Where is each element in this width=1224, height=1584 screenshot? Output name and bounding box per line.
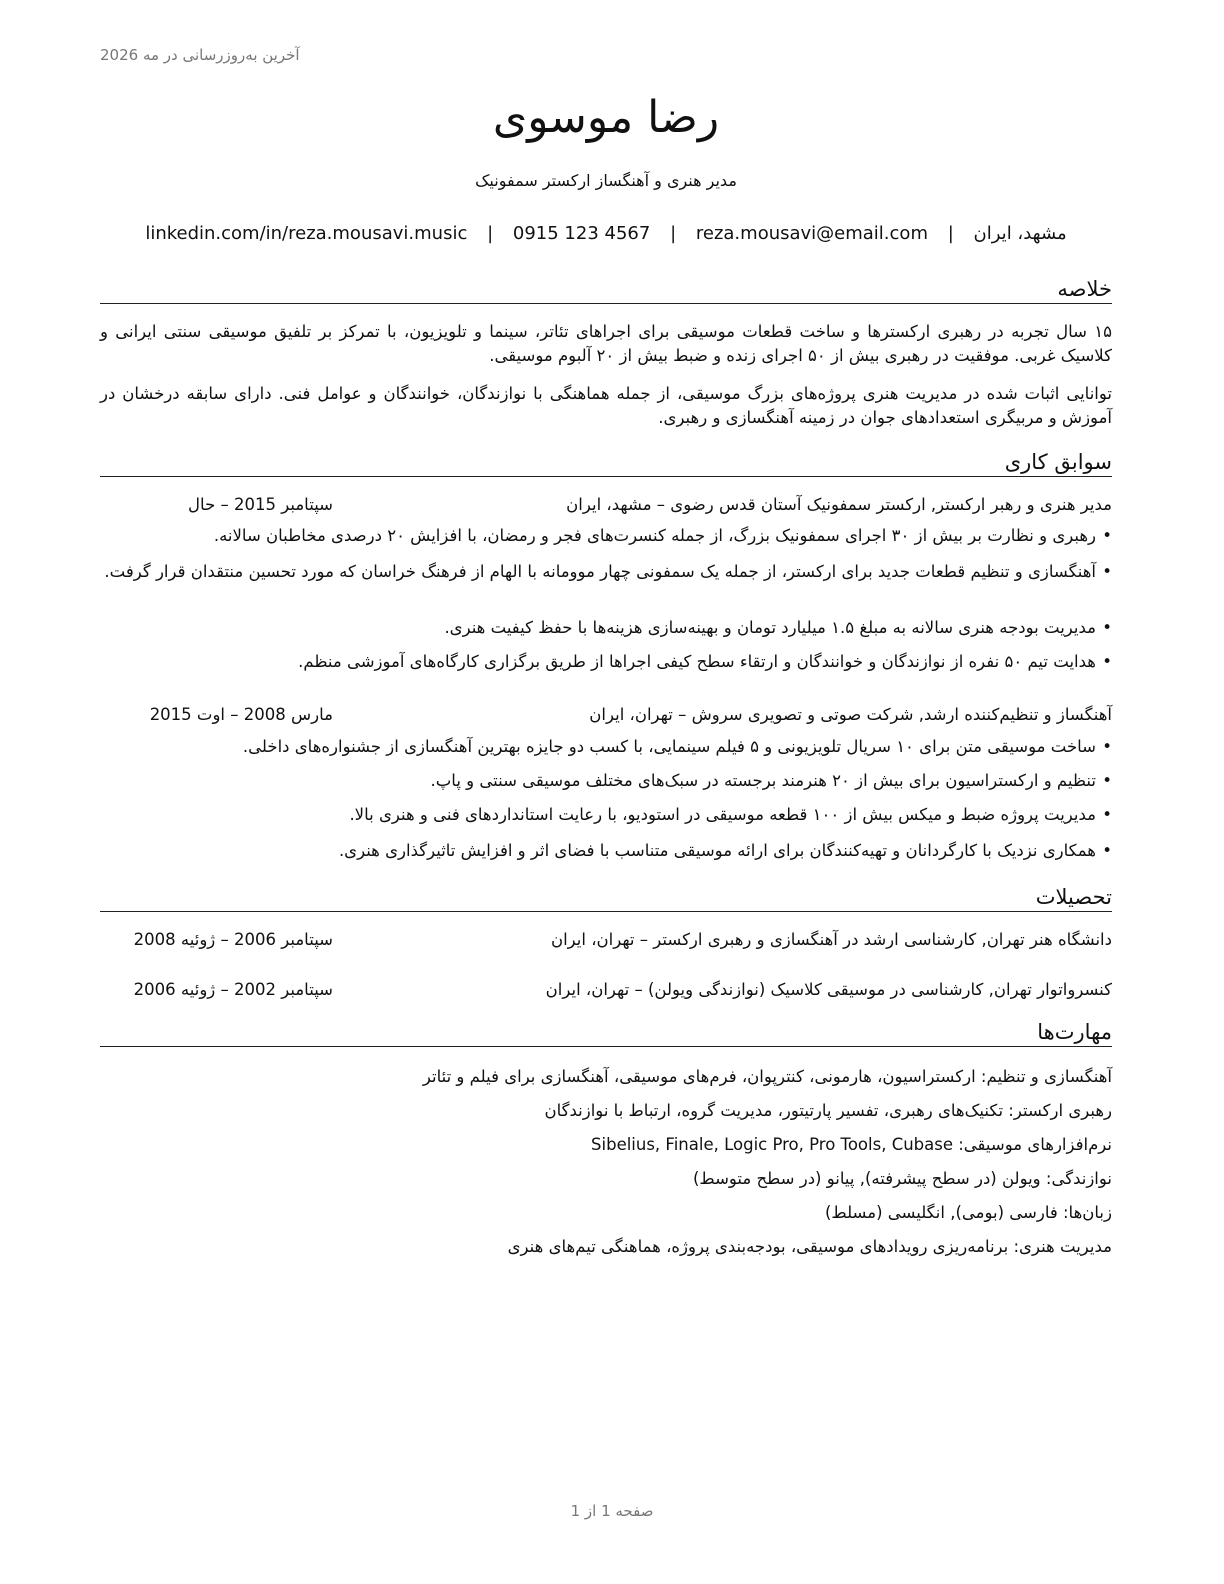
job-heading-row bbox=[100, 494, 1112, 516]
education-heading: تحصیلات bbox=[100, 884, 1112, 912]
bullet-text: مدیریت پروژه ضبط و میکس بیش از ۱۰۰ قطعه موسیقی در استودیو، با رعایت استانداردهای فنی و هنری بالا. bbox=[349, 805, 1096, 824]
candidate-title: مدیر هنری و آهنگساز ارکستر سمفونیک bbox=[475, 171, 737, 190]
job-dates: مارس 2008 – اوت 2015 bbox=[149, 705, 333, 724]
candidate-name: رضا موسوی bbox=[492, 92, 720, 143]
job-heading-row bbox=[100, 704, 1112, 726]
bullet-text: مدیریت بودجه هنری سالانه به مبلغ ۱.۵ میلیارد تومان و بهینه‌سازی هزینه‌ها با حفظ کیفیت هنری. bbox=[444, 618, 1096, 637]
last-updated: آخرین به‌روزرسانی در مه 2026 bbox=[100, 46, 300, 64]
education-row bbox=[100, 929, 1112, 951]
job-dates: سپتامبر 2015 – حال bbox=[188, 495, 333, 514]
bullet-text: آهنگسازی و تنظیم قطعات جدید برای ارکستر، از جمله یک سمفونی چهار موومانه با الهام از فرهنگ خراسان که مورد تحسین منتقدان قرار گرفت. bbox=[104, 562, 1096, 581]
education-dates: سپتامبر 2002 – ژوئیه 2006 bbox=[133, 980, 333, 999]
bullet-dot: • bbox=[1102, 841, 1112, 860]
skill-item: آهنگسازی و تنظیم: ارکستراسیون، هارمونی، کنترپوان، فرم‌های موسیقی، آهنگسازی برای فیلم و تئاتر bbox=[422, 1067, 1112, 1086]
skill-item: نرم‌افزارهای موسیقی: Sibelius, Finale, Logic Pro, Pro Tools, Cubase bbox=[591, 1135, 1112, 1154]
summary-paragraph: ۱۵ سال تجربه در رهبری ارکسترها و ساخت قطعات موسیقی برای اجراهای تئاتر، سینما و تلویزیون، با تمرکز بر تلفیق موسیقی سنتی ایرانی و کلاسیک غربی. موفقیت در رهبری بیش از ۵۰ اجرای زنده و ضبط بیش از ۲۰ آلبوم موسیقی. bbox=[100, 322, 1112, 365]
bullet-text: تنظیم و ارکستراسیون برای بیش از ۲۰ هنرمند برجسته در سبک‌های مختلف موسیقی سنتی و پاپ. bbox=[430, 771, 1096, 790]
contact-separator: | bbox=[670, 223, 677, 244]
job-bullet bbox=[100, 769, 1112, 793]
summary-paragraph: توانایی اثبات شده در مدیریت هنری پروژه‌های بزرگ موسیقی، از جمله هماهنگی با نوازندگان، خوانندگان و عوامل فنی. دارای سابقه درخشان در آموزش و مربیگری استعدادهای جوان در زمینه آهنگسازی و رهبری. bbox=[100, 384, 1112, 427]
job-bullet bbox=[100, 616, 1112, 640]
contact-phone: 0915 123 4567 bbox=[512, 223, 651, 244]
bullet-dot: • bbox=[1102, 526, 1112, 545]
bullet-dot: • bbox=[1102, 652, 1112, 671]
skill-item: رهبری ارکستر: تکنیک‌های رهبری، تفسیر پارتیتور، مدیریت گروه، ارتباط با نوازندگان bbox=[544, 1101, 1112, 1120]
skill-item: نوازندگی: ویولن (در سطح پیشرفته), پیانو (در سطح متوسط) bbox=[692, 1169, 1112, 1188]
education-dates: سپتامبر 2006 – ژوئیه 2008 bbox=[133, 930, 333, 949]
bullet-text: همکاری نزدیک با کارگردانان و تهیه‌کنندگان برای ارائه موسیقی متناسب با فضای اثر و افزایش تاثیرگذاری هنری. bbox=[338, 841, 1096, 860]
bullet-text: رهبری و نظارت بر بیش از ۳۰ اجرای سمفونیک بزرگ، از جمله کنسرت‌های فجر و رمضان، با افزایش ۲۰ درصدی مخاطبان سالانه. bbox=[213, 526, 1096, 545]
contact-linkedin[interactable]: linkedin.com/in/reza.mousavi.music bbox=[145, 223, 468, 244]
bullet-dot: • bbox=[1102, 618, 1112, 637]
bullet-dot: • bbox=[1102, 805, 1112, 824]
education-heading-text: دانشگاه هنر تهران, کارشناسی ارشد در آهنگسازی و رهبری ارکستر – تهران، ایران bbox=[550, 930, 1112, 949]
job-heading: مدیر هنری و رهبر ارکستر, ارکستر سمفونیک آستان قدس رضوی – مشهد، ایران bbox=[566, 495, 1112, 514]
bullet-text: هدایت تیم ۵۰ نفره از نوازندگان و خوانندگان و ارتقاء سطح کیفی اجراها از طریق برگزاری کارگاه‌های آموزشی منظم. bbox=[298, 652, 1096, 671]
contact-separator: | bbox=[487, 223, 494, 244]
skill-item: مدیریت هنری: برنامه‌ریزی رویدادهای موسیقی، بودجه‌بندی پروژه، هماهنگی تیم‌های هنری bbox=[507, 1237, 1112, 1256]
education-row bbox=[100, 979, 1112, 1001]
contact-line bbox=[100, 223, 1112, 244]
job-bullet bbox=[100, 650, 1112, 674]
job-bullet bbox=[100, 803, 1112, 827]
resume-page bbox=[100, 0, 1112, 1584]
summary-heading: خلاصه bbox=[100, 276, 1112, 304]
bullet-dot: • bbox=[1102, 737, 1112, 756]
job-bullet bbox=[100, 560, 1112, 584]
contact-location: مشهد، ایران bbox=[973, 223, 1067, 244]
job-bullet bbox=[100, 839, 1112, 863]
education-heading-text: کنسرواتوار تهران, کارشناسی در موسیقی کلاسیک (نوازندگی ویولن) – تهران، ایران bbox=[545, 980, 1112, 999]
page-footer: صفحه 1 از 1 bbox=[570, 1502, 654, 1520]
job-bullet bbox=[100, 735, 1112, 759]
bullet-dot: • bbox=[1102, 771, 1112, 790]
contact-separator: | bbox=[947, 223, 954, 244]
contact-email[interactable]: reza.mousavi@email.com bbox=[695, 223, 928, 244]
bullet-dot: • bbox=[1102, 562, 1112, 581]
skills-heading: مهارت‌ها bbox=[100, 1019, 1112, 1047]
experience-heading: سوابق کاری bbox=[100, 449, 1112, 477]
job-heading: آهنگساز و تنظیم‌کننده ارشد, شرکت صوتی و تصویری سروش – تهران، ایران bbox=[589, 705, 1112, 724]
job-bullet bbox=[100, 524, 1112, 548]
bullet-text: ساخت موسیقی متن برای ۱۰ سریال تلویزیونی و ۵ فیلم سینمایی، با کسب دو جایزه بهترین آهنگسازی از جشنواره‌های داخلی. bbox=[242, 737, 1096, 756]
skill-item: زبان‌ها: فارسی (بومی), انگلیسی (مسلط) bbox=[824, 1203, 1112, 1222]
